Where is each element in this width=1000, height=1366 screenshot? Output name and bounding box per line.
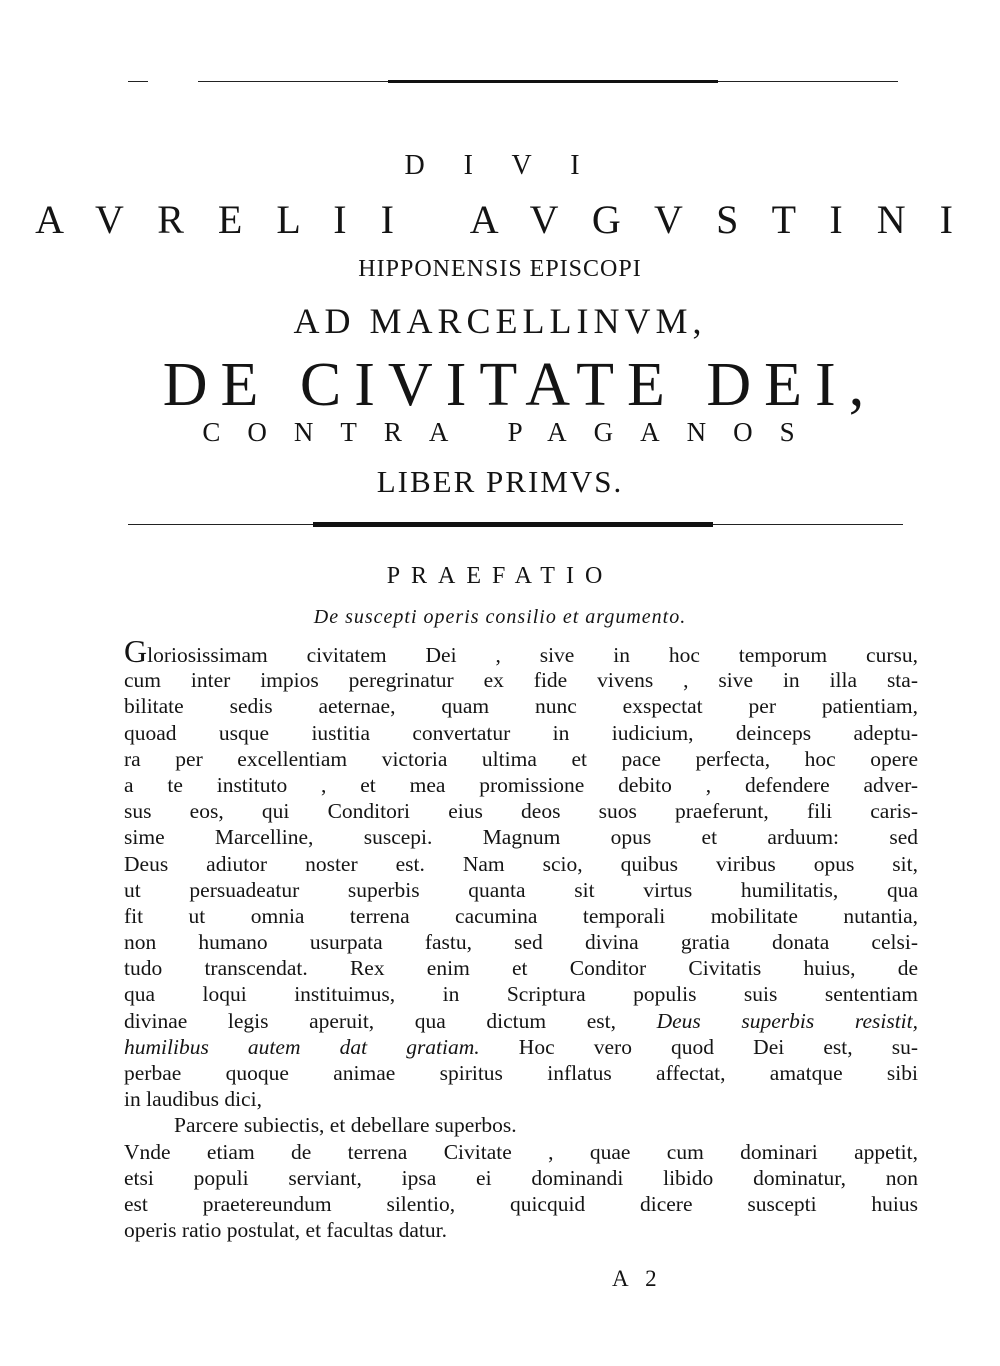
body-line: tudo transcendat. Rex enim et Conditor Civitatis huius, de bbox=[124, 956, 918, 981]
body-line-text: Hoc vero quod Dei est, su- bbox=[518, 1034, 918, 1059]
verse-quotation: Parcere subiectis, et debellare superbos. bbox=[174, 1113, 517, 1138]
body-line: fit ut omnia terrena cacumina temporali mobilitate nutantia, bbox=[124, 903, 918, 928]
body-line bbox=[124, 1034, 918, 1060]
body-line: Vnde etiam de terrena Civitate , quae cum dominari appetit, bbox=[124, 1139, 918, 1164]
body-line: non humano usurpata fastu, sed divina gratia donata celsi- bbox=[124, 930, 918, 955]
body-text bbox=[124, 641, 918, 1243]
middle-ornamental-rule bbox=[128, 522, 903, 527]
body-line: bilitate sedis aeternae, quam nunc exspectat per patientiam, bbox=[124, 694, 918, 719]
body-line: etsi populi serviant, ipsa ei dominandi libido dominatur, non bbox=[124, 1165, 918, 1190]
quotation-italic: humilibus autem dat gratiam. bbox=[124, 1034, 480, 1059]
body-line: cum inter impios peregrinatur ex fide vivens , sive in illa sta- bbox=[124, 668, 918, 693]
title-contra-paganos: CONTRA PAGANOS bbox=[202, 417, 822, 447]
title-ad-marcellinum: AD MARCELLINVM, bbox=[293, 301, 707, 341]
body-line-text: divinae legis aperuit, qua dictum est, bbox=[124, 1008, 616, 1033]
body-line: qua loqui instituimus, in Scriptura populis suis sententiam bbox=[124, 982, 918, 1007]
body-line: Deus adiutor noster est. Nam scio, quibus viribus opus sit, bbox=[124, 851, 918, 876]
body-line: quoad usque iustitia convertatur in iudicium, deinceps adeptu- bbox=[124, 720, 918, 745]
title-de-civitate-dei: DE CIVITATE DEI, bbox=[162, 351, 878, 419]
body-line: a te instituto , et mea promissione debito , defendere adver- bbox=[124, 772, 918, 797]
top-ornamental-rule bbox=[128, 80, 883, 83]
body-line: est praetereundum silentio, quicquid dicere suscepti huius bbox=[124, 1191, 918, 1216]
body-line: ut persuadeatur superbis quanta sit virtus humilitatis, qua bbox=[124, 877, 918, 902]
body-line-text: loriosissimam civitatem Dei , sive in hoc temporum cursu, bbox=[147, 643, 918, 667]
body-line: sus eos, qui Conditori eius deos suos praeferunt, fili caris- bbox=[124, 799, 918, 824]
title-hipponensis-episcopi: HIPPONENSIS EPISCOPI bbox=[358, 256, 642, 282]
body-line: operis ratio postulat, et facultas datur. bbox=[124, 1218, 448, 1243]
title-aurelii-augustini: A V R E L I I A V G V S T I N I bbox=[35, 197, 965, 242]
section-subtitle: De suscepti operis consilio et argumento. bbox=[313, 606, 687, 628]
quotation-italic: Deus superbis resistit, bbox=[656, 1008, 918, 1033]
signature-mark: A 2 bbox=[612, 1266, 663, 1291]
title-divi: D I V I bbox=[404, 150, 596, 181]
title-liber-primus: LIBER PRIMVS. bbox=[376, 464, 624, 499]
drop-cap: G bbox=[124, 641, 148, 668]
section-heading: PRAEFATIO bbox=[386, 563, 614, 589]
body-line: perbae quoque animae spiritus inflatus affectat, amatque sibi bbox=[124, 1061, 918, 1085]
body-line: in laudibus dici, bbox=[124, 1087, 262, 1112]
body-line: sime Marcelline, suscepi. Magnum opus et arduum: sed bbox=[124, 825, 918, 850]
body-line: ra per excellentiam victoria ultima et pace perfecta, hoc opere bbox=[124, 746, 918, 771]
body-line bbox=[124, 1008, 918, 1034]
body-line bbox=[124, 641, 918, 667]
